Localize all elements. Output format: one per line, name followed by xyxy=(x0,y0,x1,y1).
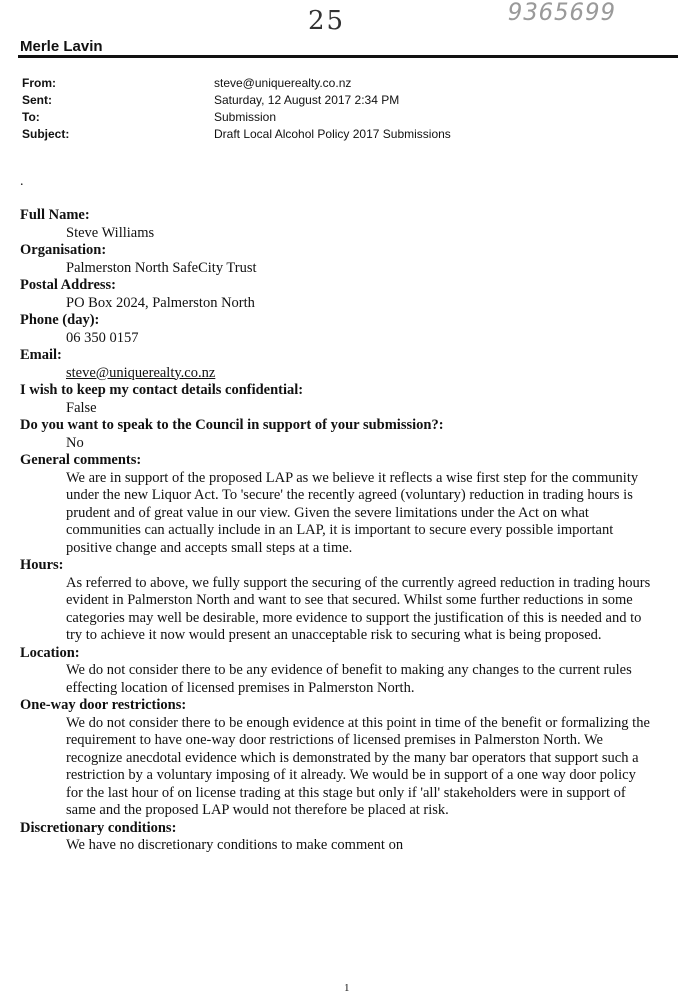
confidential-label: I wish to keep my contact details confidential: xyxy=(20,382,304,398)
organisation-value: Palmerston North SafeCity Trust xyxy=(66,259,257,276)
hours-label: Hours: xyxy=(20,557,64,573)
text-line: restriction by a voluntary imposing of it already. We would be in support of a one way door policy xyxy=(66,767,636,783)
postal-address-value: PO Box 2024, Palmerston North xyxy=(66,294,255,311)
meta-value: Draft Local Alcohol Policy 2017 Submissions xyxy=(214,126,451,141)
meta-value: steve@uniquerealty.co.nz xyxy=(214,75,352,90)
meta-row-from xyxy=(22,74,451,91)
speak-value: No xyxy=(66,434,84,451)
meta-label: From: xyxy=(22,75,56,90)
meta-row-sent xyxy=(22,91,451,108)
text-line: categories may well be desirable, more evidence to support the justification of this is needed and to xyxy=(66,609,642,626)
general-comments-text xyxy=(20,470,680,558)
text-line: positive change and accepts small steps at a time. xyxy=(66,539,353,556)
confidential-value: False xyxy=(66,399,97,416)
text-line: evident in Palmerston North and want to see that secured. Whilst some further reductions in some xyxy=(66,592,633,608)
one-way-door-text xyxy=(20,715,680,820)
dot-mark: . xyxy=(20,174,24,189)
organisation-label: Organisation: xyxy=(20,242,107,258)
general-comments-label: General comments: xyxy=(20,452,142,468)
text-line: effecting location of licensed premises in Palmerston North. xyxy=(66,679,415,696)
handwritten-page-number: 25 xyxy=(308,6,346,36)
text-line: requirement to have one-way door restrictions of licensed premises in Palmerston North. We xyxy=(66,732,603,748)
text-line: for the last hour of on license trading at this stage but only if 'all' stakeholders were in support of xyxy=(66,784,626,801)
submission-form xyxy=(20,207,680,855)
speak-label: Do you want to speak to the Council in support of your submission?: xyxy=(20,417,444,433)
text-line: under the new Liquor Act. To 'secure' the recently agreed (voluntary) reduction in trading hours is xyxy=(66,487,633,503)
text-line: As referred to above, we fully support the securing of the currently agreed reduction in trading hours xyxy=(66,574,651,591)
document-stamp-number: 9365699 xyxy=(508,0,617,26)
email-label: Email: xyxy=(20,347,62,363)
one-way-door-label: One-way door restrictions: xyxy=(20,697,187,713)
meta-row-subject xyxy=(22,125,451,142)
phone-label: Phone (day): xyxy=(20,312,100,328)
full-name-value: Steve Williams xyxy=(66,224,155,241)
text-line: recognize anecdotal evidence which is demonstrated by the many bar operators that support such a xyxy=(66,749,639,766)
discretionary-text xyxy=(20,837,680,855)
text-line: same and the proposed LAP would not therefore be placed at risk. xyxy=(66,802,449,818)
location-label: Location: xyxy=(20,644,80,661)
meta-label: Sent: xyxy=(22,92,52,107)
text-line: We are in support of the proposed LAP as we believe it reflects a wise first step for the community xyxy=(66,469,639,486)
meta-value: Saturday, 12 August 2017 2:34 PM xyxy=(214,92,400,107)
text-line: We do not consider there to be enough evidence at this point in time of the benefit or formalizing the xyxy=(66,714,650,731)
text-line: We have no discretionary conditions to make comment on xyxy=(66,837,404,853)
text-line: communities can actually include in an LAP, it is important to secure every possible important xyxy=(66,522,614,538)
sender-name: Merle Lavin xyxy=(20,38,103,55)
email-meta-table xyxy=(22,74,451,142)
meta-label: Subject: xyxy=(22,126,70,141)
location-text xyxy=(20,662,680,697)
page-number: 1 xyxy=(344,982,350,994)
meta-label: To: xyxy=(22,109,40,124)
text-line: prudent and of great value in our view. Given the severe limitations under the Act on what xyxy=(66,504,589,521)
meta-value: Submission xyxy=(214,109,277,124)
meta-row-to xyxy=(22,108,451,125)
hours-text xyxy=(20,575,680,645)
full-name-label: Full Name: xyxy=(20,207,90,223)
header-rule xyxy=(18,55,678,58)
postal-address-label: Postal Address: xyxy=(20,277,117,293)
text-line: try to achieve it now would present an unacceptable risk to securing what is being proposed. xyxy=(66,627,602,643)
email-link[interactable]: steve@uniquerealty.co.nz xyxy=(66,364,216,381)
discretionary-label: Discretionary conditions: xyxy=(20,819,177,836)
phone-value: 06 350 0157 xyxy=(66,329,139,346)
text-line: We do not consider there to be any evidence of benefit to making any changes to the current rules xyxy=(66,662,632,678)
